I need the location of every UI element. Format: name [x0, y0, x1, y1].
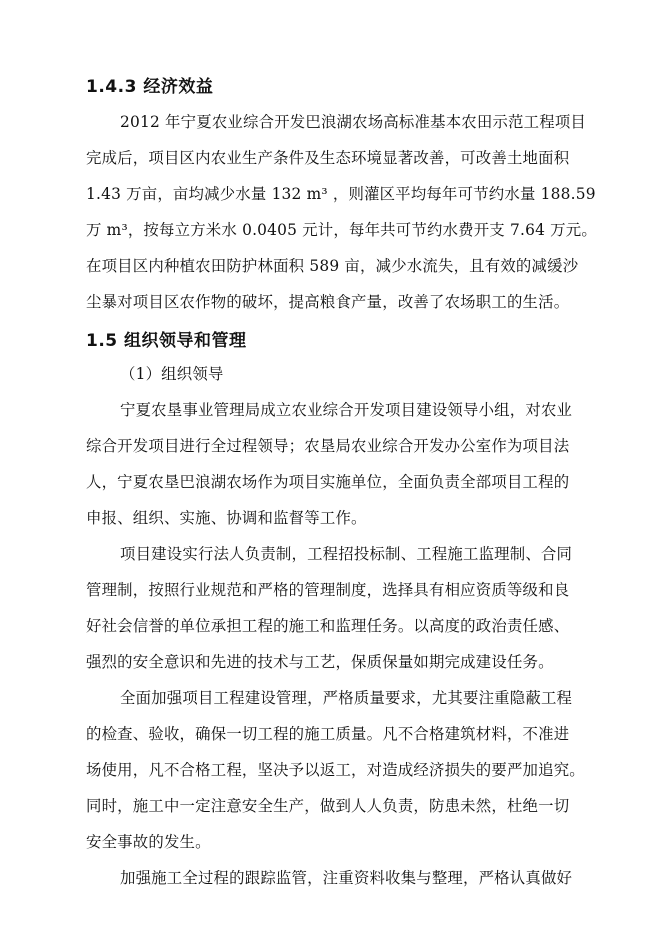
paragraph-line: 综合开发项目进行全过程领导；农垦局农业综合开发办公室作为项目法 — [86, 437, 570, 455]
paragraph-line: 加强施工全过程的跟踪监管，注重资料收集与整理，严格认真做好 — [120, 869, 573, 887]
section-heading-organization: 1.5 组织领导和管理 — [86, 331, 247, 351]
paragraph-line: 人，宁夏农垦巴浪湖农场作为项目实施单位，全面负责全部项目工程的 — [86, 473, 570, 491]
paragraph-line: 宁夏农垦事业管理局成立农业综合开发项目建设领导小组，对农业 — [120, 401, 573, 419]
paragraph-line: 管理制，按照行业规范和严格的管理制度，选择具有相应资质等级和良 — [86, 581, 570, 599]
section-heading-economic-benefit: 1.4.3 经济效益 — [86, 77, 214, 97]
paragraph-line: 安全事故的发生。 — [86, 833, 211, 851]
paragraph-line: 尘暴对项目区农作物的破坏，提高粮食产量，改善了农场职工的生活。 — [86, 293, 570, 311]
paragraph-line: 场使用，凡不合格工程，坚决予以返工，对造成经济损失的要严加追究。 — [86, 761, 585, 779]
paragraph-line: 在项目区内种植农田防护林面积 589 亩，减少水流失，且有效的减缓沙 — [86, 257, 579, 275]
paragraph-line: 2012 年宁夏农业综合开发巴浪湖农场高标准基本农田示范工程项目 — [120, 113, 587, 131]
paragraph-line: 万 m³，按每立方米水 0.0405 元计，每年共可节约水费开支 7.64 万元。 — [86, 221, 597, 239]
paragraph-line: 1.43 万亩，亩均减少水量 132 m³ ，则灌区平均每年可节约水量 188.59 — [86, 185, 596, 203]
paragraph-line: 完成后，项目区内农业生产条件及生态环境显著改善，可改善土地面积 — [86, 149, 570, 167]
paragraph-line: 同时，施工中一定注意安全生产，做到人人负责，防患未然，杜绝一切 — [86, 797, 570, 815]
paragraph-line: 项目建设实行法人负责制，工程招投标制、工程施工监理制、合同 — [120, 545, 573, 563]
paragraph-line: 申报、组织、实施、协调和监督等工作。 — [86, 509, 367, 527]
paragraph-line: 好社会信誉的单位承担工程的施工和监理任务。以高度的政治责任感、 — [86, 617, 570, 635]
subheading-leadership: （1）组织领导 — [120, 365, 224, 383]
paragraph-line: 的检查、验收，确保一切工程的施工质量。凡不合格建筑材料，不准进 — [86, 725, 570, 743]
paragraph-line: 全面加强项目工程建设管理，严格质量要求，尤其要注重隐蔽工程 — [120, 689, 573, 707]
paragraph-line: 强烈的安全意识和先进的技术与工艺，保质保量如期完成建设任务。 — [86, 653, 554, 671]
